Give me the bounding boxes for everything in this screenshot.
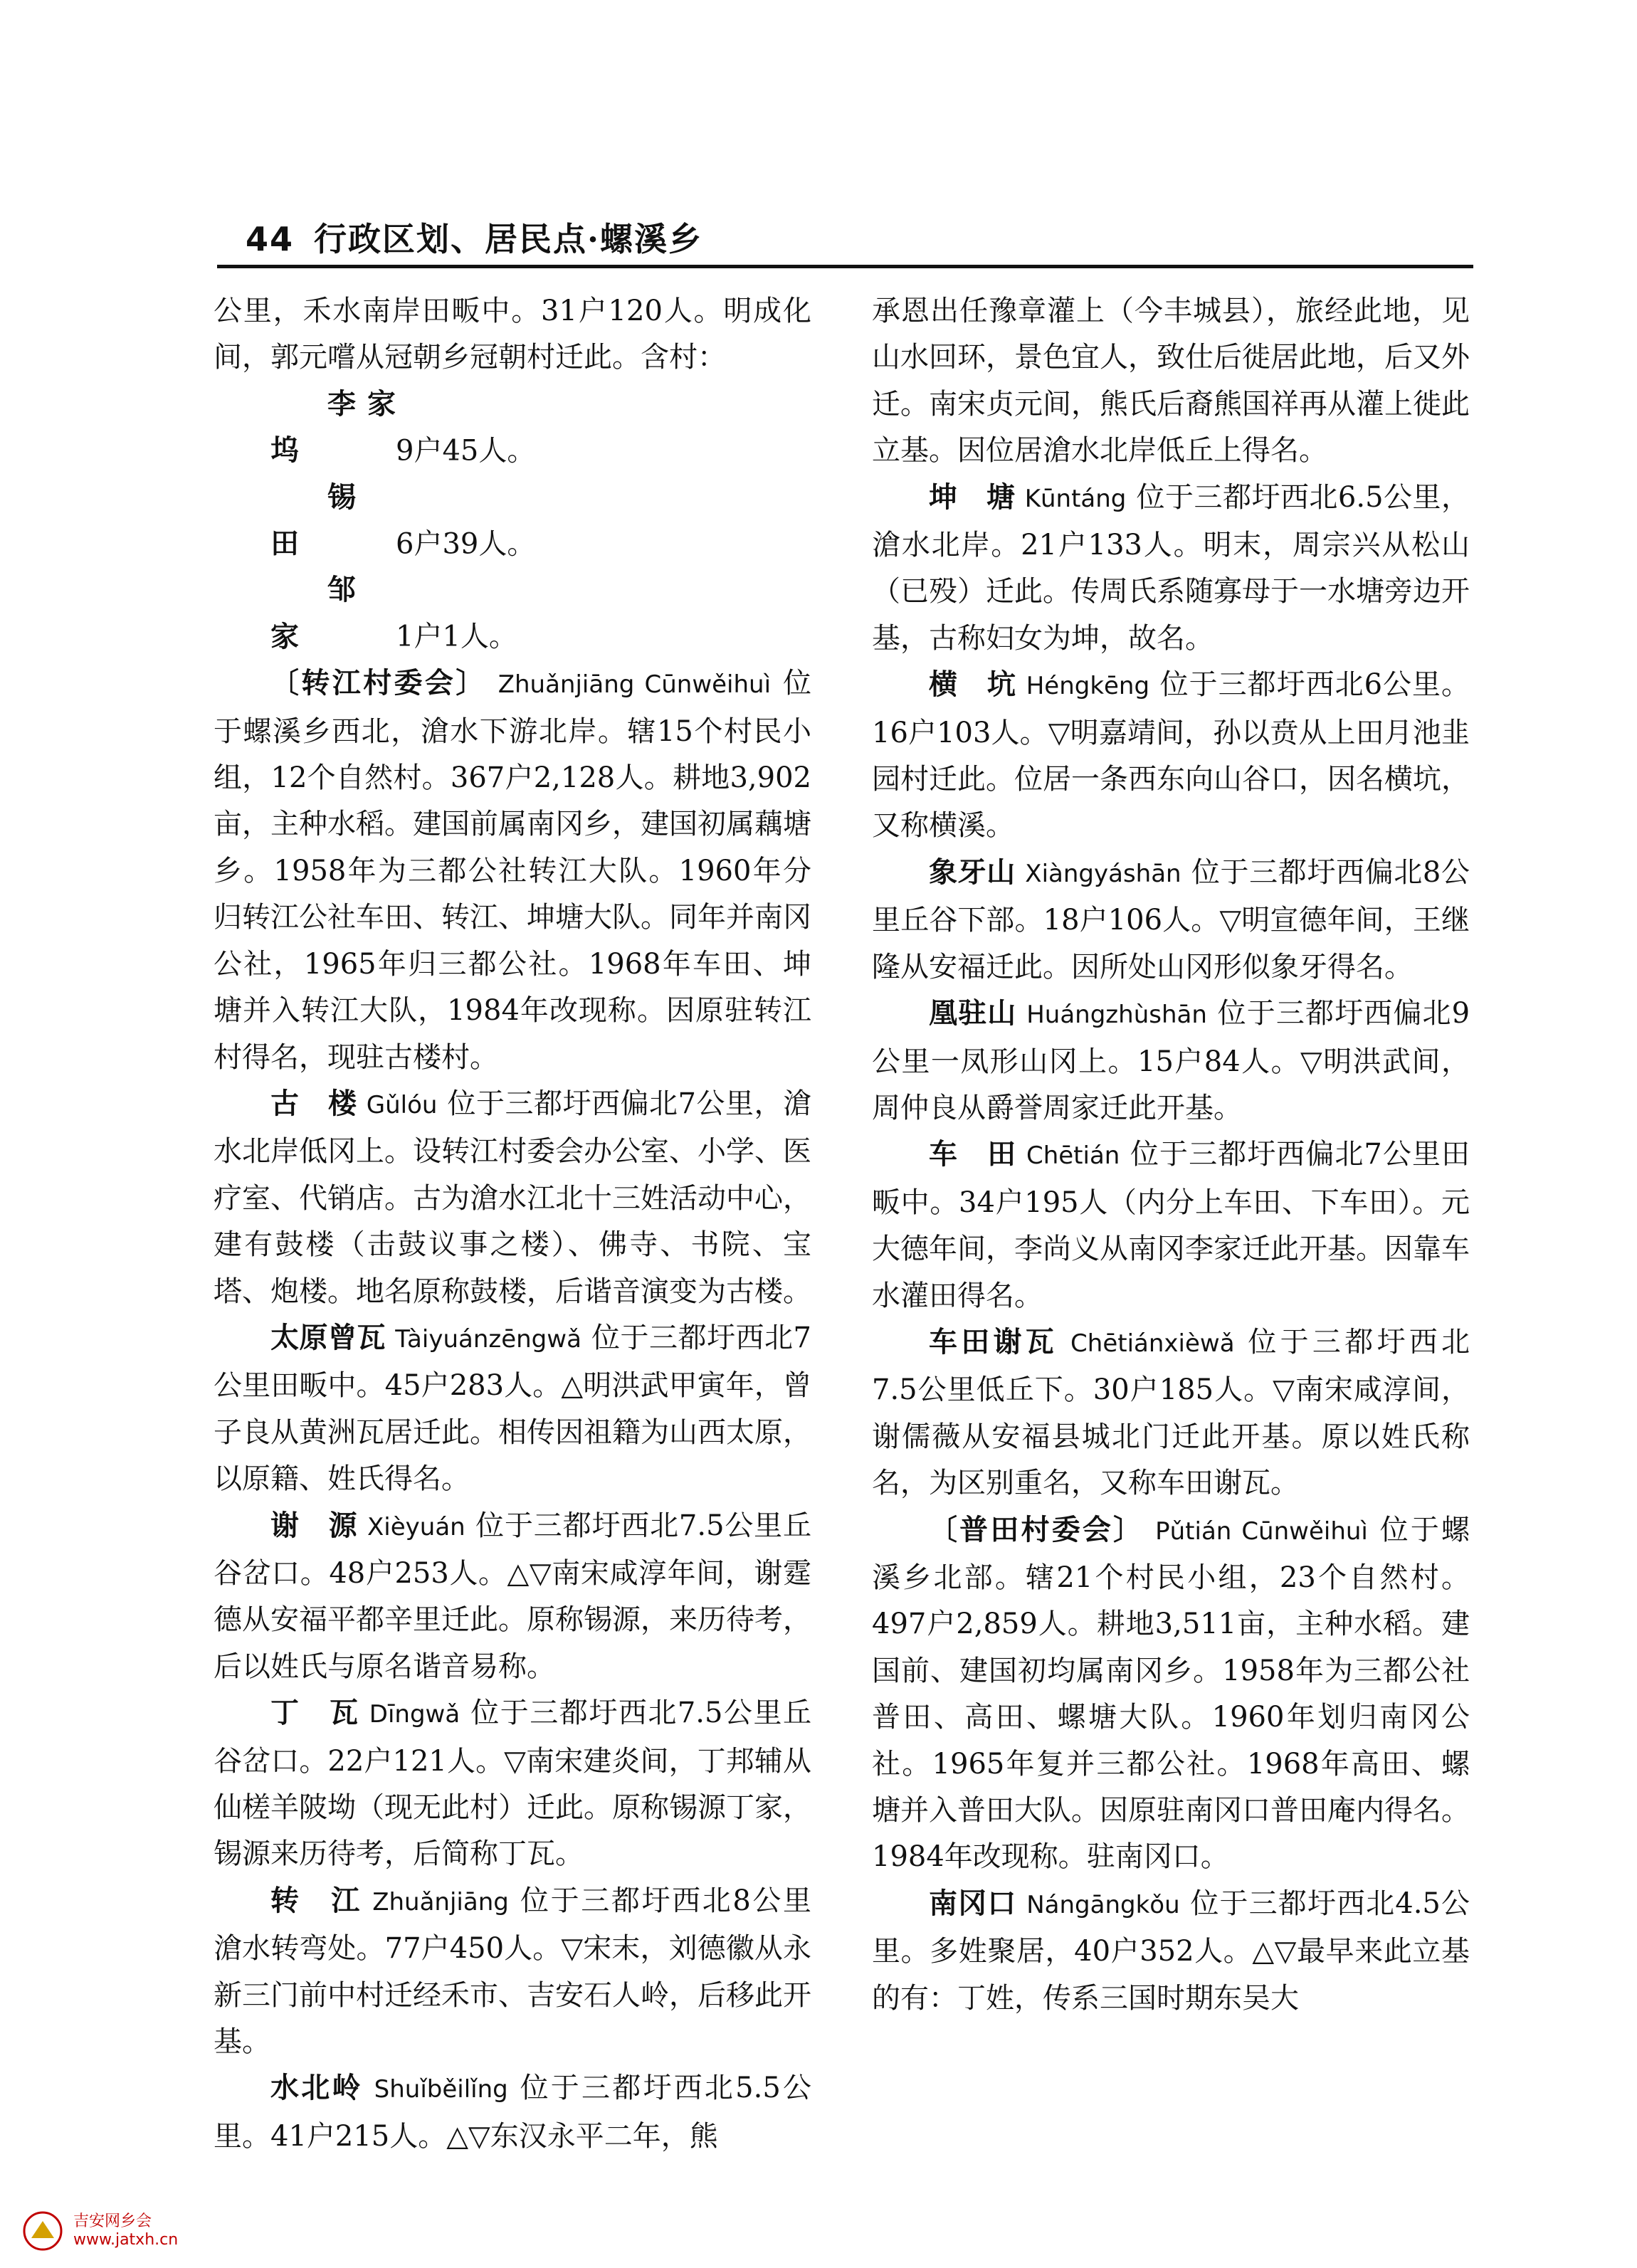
left-column (214, 288, 811, 2160)
entry-term: 〔转江村委会〕 (270, 667, 487, 700)
watermark-url: www.jatxh.cn (73, 2231, 179, 2249)
entry-pinyin: Kūntáng (1024, 484, 1127, 513)
entry (214, 1878, 811, 2066)
entry-term: 谢 源 (270, 1509, 358, 1542)
entry-text: 6户39人。 (396, 527, 536, 561)
entry-term: 南冈口 (929, 1887, 1017, 1920)
entry-term: 太原曾瓦 (270, 1321, 386, 1354)
entry-term: 丁 瓦 (270, 1697, 359, 1730)
entry (214, 1315, 811, 1503)
entry-term: 凰驻山 (929, 997, 1017, 1030)
sub-village-entry (214, 381, 811, 475)
entry-pinyin: Shuǐběilǐng (374, 2075, 508, 2104)
sub-village-entry (214, 567, 811, 660)
entry-term: 李家坞 (270, 387, 396, 468)
entry (872, 475, 1470, 663)
paragraph: 公里，禾水南岸田畈中。31户120人。明成化间，郭元嚐从冠朝乡冠朝村迁此。含村： (214, 295, 811, 374)
entry (872, 1881, 1470, 2022)
watermark-name: 吉安网乡会 (73, 2212, 152, 2230)
entry-text: 位于三都圩西北6公里。16户103人。▽明嘉靖间，孙以贲从上田月池韭园村迁此。位居一条西东向山谷口，因名横坑，又称横溪。 (872, 668, 1470, 843)
page-header (246, 213, 702, 260)
entry-text: 位于三都圩西北7.5公里低丘下。30户185人。▽南宋咸淳间，谢儒薇从安福县城北门迁此开基。原以姓氏称名，为区别重名，又称车田谢瓦。 (872, 1325, 1470, 1500)
entry-term: 转 江 (270, 1884, 362, 1917)
entry (872, 1507, 1470, 1881)
site-watermark (21, 2210, 178, 2252)
entry-pinyin: Dīngwǎ (369, 1700, 460, 1729)
entry (872, 850, 1470, 991)
entry-pinyin: Tàiyuánzēngwǎ (395, 1324, 581, 1354)
entry-text: 1户1人。 (396, 620, 517, 653)
entry-pinyin: Huángzhùshān (1026, 1001, 1207, 1030)
entry-text: 位于三都圩西北7.5公里丘谷岔口。48户253人。△▽南宋咸淳年间，谢霆德从安福平都辛里迁此。原称锡源，来历待考，后以姓氏与原名谐音易称。 (214, 1509, 811, 1683)
entry-term: 横 坑 (929, 668, 1016, 702)
entry-text: 位于三都圩西偏北7公里，滄水北岸低冈上。设转江村委会办公室、小学、医疗室、代销店。古为滄水江北十三姓活动中心，建有鼓楼（击鼓议事之楼）、佛寺、书院、宝塔、炮楼。地名原称鼓楼，后谐音演变为古楼。 (214, 1087, 812, 1308)
entry-text: 位于三都圩西偏北9公里一凤形山冈上。15户84人。▽明洪武间，周仲良从爵誉周家迁此开基。 (872, 997, 1470, 1124)
entry-pinyin: Chētiánxièwǎ (1070, 1329, 1235, 1358)
entry-pinyin: Zhuǎnjiāng Cūnwěihuì (498, 670, 772, 700)
entry-pinyin: Chētián (1026, 1141, 1120, 1171)
entry-text: 位于三都圩西北4.5公里。多姓聚居，40户352人。△▽最早来此立基的有：丁姓，传系三国时期东吴大 (872, 1887, 1470, 2015)
entry-term: 〔普田村委会〕 (929, 1513, 1144, 1546)
entry-term: 车田谢瓦 (929, 1325, 1058, 1359)
entry-term: 水北岭 (270, 2072, 363, 2105)
entry-term: 邹 家 (270, 574, 384, 653)
entry-term: 古 楼 (270, 1087, 357, 1120)
entry (214, 1690, 811, 1878)
right-column (872, 288, 1470, 2022)
entry-text: 位于三都圩西北6.5公里，滄水北岸。21户133人。明末，周宗兴从松山（已殁）迁此。传周氏系随寡母于一水塘旁边开基，古称妇女为坤，故名。 (872, 480, 1470, 655)
entry-term: 车 田 (929, 1138, 1017, 1171)
entry (872, 662, 1470, 850)
entry (214, 1081, 811, 1315)
entry-text: 9户45人。 (396, 434, 536, 468)
entry-text: 位于三都圩西北7.5公里丘谷岔口。22户121人。▽南宋建炎间，丁邦辅从仙槎羊陂坳（现无此村）迁此。原称锡源丁家，锡源来历待考，后简称丁瓦。 (214, 1697, 811, 1871)
entry-pinyin: Xiàngyáshān (1025, 859, 1181, 888)
entry (214, 2065, 811, 2160)
entry-pinyin: Zhuǎnjiāng (372, 1887, 509, 1916)
entry-pinyin: Nángāngkǒu (1026, 1890, 1180, 1919)
page-number: 44 (246, 220, 295, 258)
running-title: 行政区划、居民点·螺溪乡 (314, 220, 703, 258)
watermark-logo-icon (21, 2210, 64, 2252)
sub-village-entry (214, 475, 811, 568)
paragraph: 承恩出任豫章灌上（今丰城县），旅经此地，见山水回环，景色宜人，致仕后徙居此地，后又外迁。南宋贞元间，熊氏后裔熊国祥再从灌上徙此立基。因位居滄水北岸低丘上得名。 (872, 295, 1470, 468)
entry-text: 位于三都圩西北5.5公里。41户215人。△▽东汉永平二年，熊 (214, 2072, 812, 2153)
entry-text: 位于三都圩西北7公里田畈中。45户283人。△明洪武甲寅年，曾子良从黄洲瓦居迁此。相传因祖籍为山西太原，以原籍、姓氏得名。 (214, 1321, 811, 1496)
entry-term: 坤 塘 (929, 480, 1016, 514)
entry (214, 1503, 811, 1691)
entry-text: 位于三都圩西偏北7公里田畈中。34户195人（内分上车田、下车田）。元大德年间，李尚义从南冈李家迁此开基。因靠车水灌田得名。 (872, 1138, 1470, 1312)
entry-term: 锡 田 (270, 480, 384, 561)
entry (872, 991, 1470, 1132)
entry-text: 位于螺溪乡北部。辖21个村民小组，23个自然村。497户2,859人。耕地3,511亩，主种水稻。建国前、建国初均属南冈乡。1958年为三都公社普田、高田、螺塘大队。1960年划归南冈公社。1965年复并三都公社。1968年高田、螺塘并入普田大队。因原驻南冈口普田庵内得名。1984年改现称。驻南冈口。 (872, 1513, 1470, 1874)
entry (872, 1132, 1470, 1319)
entry-pinyin: Gǔlóu (366, 1090, 438, 1119)
entry-text: 位于三都圩西偏北8公里丘谷下部。18户106人。▽明宣德年间，王继隆从安福迁此。因所处山冈形似象牙得名。 (872, 855, 1470, 983)
header-rule (217, 265, 1473, 268)
entry-text: 位于螺溪乡西北，滄水下游北岸。辖15个村民小组，12个自然村。367户2,128人。耕地3,902亩，主种水稻。建国前属南冈乡，建国初属藕塘乡。1958年为三都公社转江大队。1960年分归转江公社车田、转江、坤塘大队。同年并南冈公社，1965年归三都公社。1968年车田、坤塘并入转江大队，1984年改现称。因原驻转江村得名，现驻古楼村。 (214, 667, 812, 1074)
entry-pinyin: Xièyuán (367, 1512, 465, 1541)
entry-text: 位于三都圩西北8公里滄水转弯处。77户450人。▽宋末，刘德徽从永新三门前中村迁经禾市、吉安石人岭，后移此开基。 (214, 1884, 812, 2059)
entry-pinyin: Pǔtián Cūnwěihuì (1155, 1517, 1368, 1546)
entry-pinyin: Héngkēng (1026, 672, 1150, 701)
entry (214, 660, 811, 1081)
entry-term: 象牙山 (929, 855, 1016, 889)
entry (872, 1319, 1470, 1507)
